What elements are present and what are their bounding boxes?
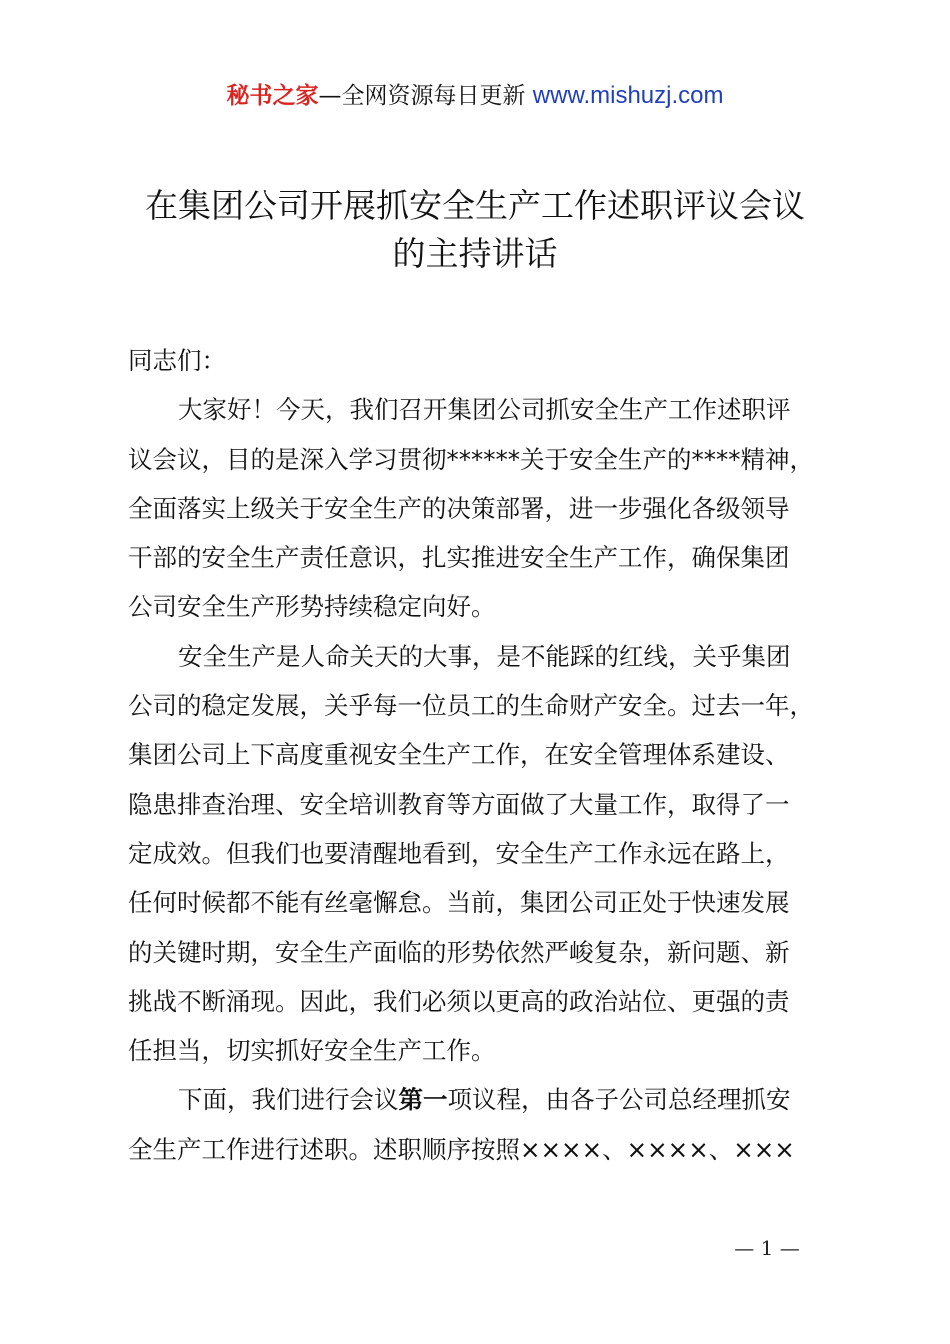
paragraph-line: 任担当，切实抓好安全生产工作。 (128, 1036, 496, 1066)
document-body (128, 336, 868, 1174)
website-link[interactable]: www.mishuzj.com (532, 82, 724, 109)
page-number: — 1 — (734, 1236, 800, 1260)
paragraph-line: 大家好！今天，我们召开集团公司抓安全生产工作述职评 (178, 395, 791, 425)
paragraph-line: 定成效。但我们也要清醒地看到，安全生产工作永远在路上， (128, 838, 790, 868)
paragraph-1 (128, 385, 868, 631)
paragraph-2 (128, 632, 868, 1076)
bold-text-run: 第一 (398, 1085, 448, 1115)
paragraph-line: 全生产工作进行述职。述职顺序按照××××、××××、××× (128, 1134, 795, 1164)
paragraph-line: 挑战不断涌现。因此，我们必须以更高的政治站位、更强的责 (128, 986, 790, 1016)
paragraph-line: 干部的安全生产责任意识，扎实推进安全生产工作，确保集团 (128, 543, 790, 573)
title-line-1: 在集团公司开展抓安全生产工作述职评议会议 (145, 186, 805, 225)
text-run: 下面，我们进行会议 (178, 1085, 399, 1115)
paragraph-3 (128, 1075, 868, 1174)
paragraph-line: 全面落实上级关于安全生产的决策部署，进一步强化各级领导 (128, 493, 790, 523)
text-run: 项议程，由各子公司总经理抓安 (447, 1085, 791, 1115)
paragraph-line: 隐患排查治理、安全培训教育等方面做了大量工作，取得了一 (128, 789, 790, 819)
document-title (80, 182, 870, 278)
site-header-banner (0, 80, 950, 112)
salutation: 同志们： (128, 346, 226, 375)
paragraph-line: 公司的稳定发展，关乎每一位员工的生命财产安全。过去一年， (128, 691, 814, 721)
brand-name: 秘书之家 (226, 83, 319, 109)
paragraph-line (128, 1075, 868, 1124)
paragraph-line: 安全生产是人命关天的大事，是不能踩的红线，关乎集团 (178, 641, 791, 671)
paragraph-line: 公司安全生产形势持续稳定向好。 (128, 592, 496, 622)
header-slogan: —全网资源每日更新 (318, 83, 533, 109)
paragraph-line: 集团公司上下高度重视安全生产工作，在安全管理体系建设、 (128, 740, 790, 770)
paragraph-line: 议会议，目的是深入学习贯彻******关于安全生产的****精神， (128, 444, 814, 474)
title-line-2: 的主持讲话 (392, 234, 558, 273)
paragraph-line: 的关键时期，安全生产面临的形势依然严峻复杂，新问题、新 (128, 937, 790, 967)
paragraph-line: 任何时候都不能有丝毫懈怠。当前，集团公司正处于快速发展 (128, 888, 790, 918)
